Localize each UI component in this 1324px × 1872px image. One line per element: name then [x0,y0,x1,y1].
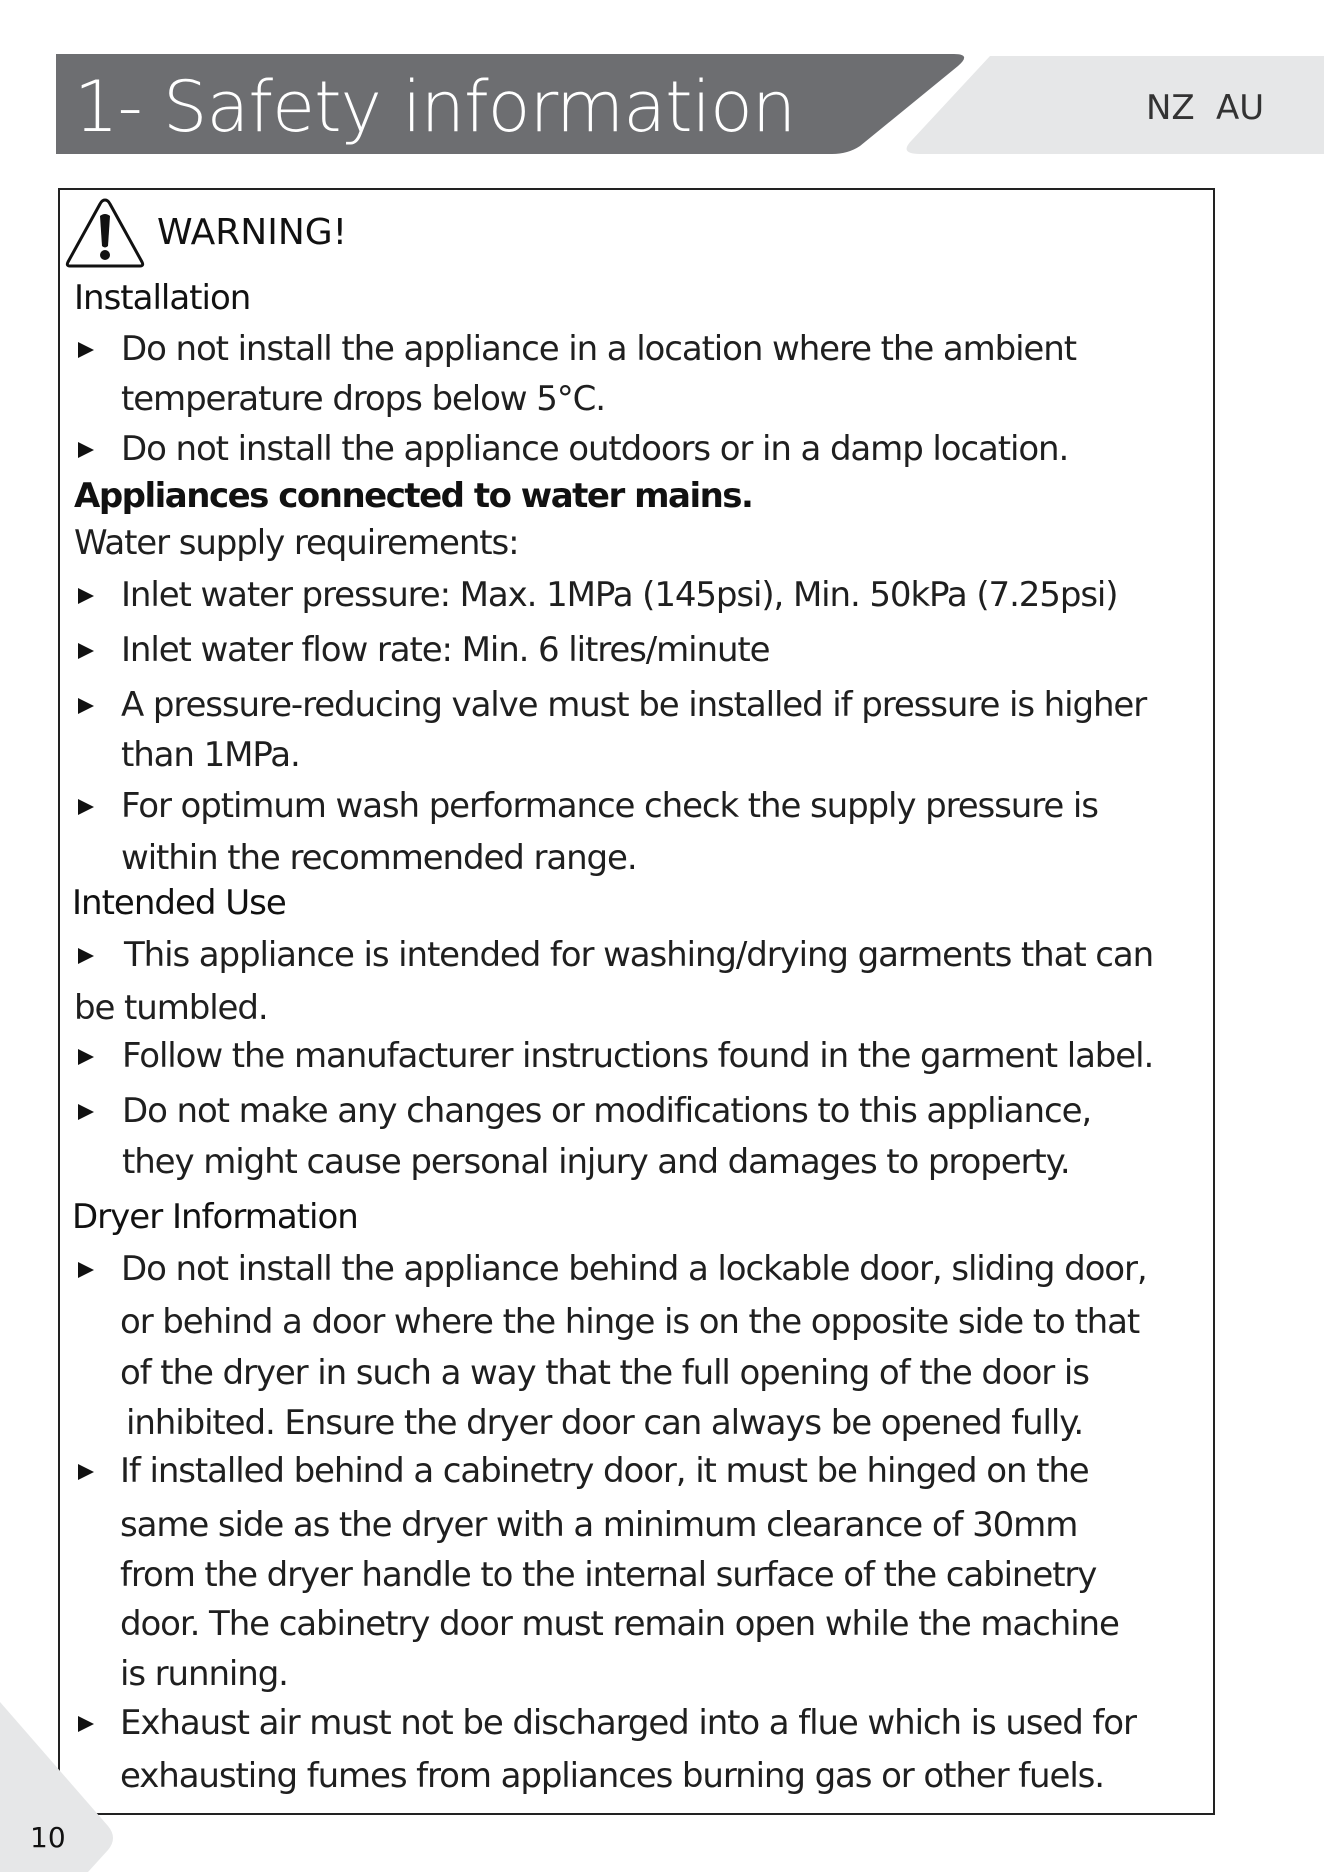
water-bullet-4-line-2: within the recommended range. [121,838,637,878]
bullet-arrow-icon [76,1047,96,1067]
dryer-bullet-3-line-1: Exhaust air must not be discharged into a flue which is used for [120,1703,1136,1743]
dryer-bullet-2-line-2: same side as the dryer with a minimum clearance of 30mm [120,1505,1078,1545]
dryer-bullet-2-line-5: is running. [120,1654,288,1694]
bullet-arrow-icon [76,696,96,716]
water-bullet-3-line-2: than 1MPa. [121,735,300,775]
water-bullet-4-line-1: For optimum wash performance check the supply pressure is [121,786,1098,826]
intended-bullet-1-line-2: be tumbled. [74,988,268,1028]
bullet-arrow-icon [76,586,96,606]
dryer-bullet-1-line-1: Do not install the appliance behind a lockable door, sliding door, [121,1249,1147,1289]
bullet-arrow-icon [76,641,96,661]
installation-bullet-1-line-1: Do not install the appliance in a location where the ambient [121,329,1076,369]
intended-bullet-2-line-1: Follow the manufacturer instructions found in the garment label. [122,1036,1154,1076]
intended-bullet-3-line-1: Do not make any changes or modifications to this appliance, [122,1091,1092,1131]
section-heading-water-mains: Appliances connected to water mains. [74,476,753,516]
dryer-bullet-2-line-1: If installed behind a cabinetry door, it must be hinged on the [120,1451,1089,1491]
intended-bullet-1-line-1: This appliance is intended for washing/drying garments that can [124,935,1154,975]
dryer-bullet-2-line-4: door. The cabinetry door must remain open while the machine [120,1604,1119,1644]
water-supply-subheading: Water supply requirements: [74,523,519,563]
dryer-bullet-1-line-4: inhibited. Ensure the dryer door can always be opened fully. [126,1403,1084,1443]
dryer-bullet-2-line-3: from the dryer handle to the internal surface of the cabinetry [120,1555,1097,1595]
bullet-arrow-icon [76,1260,96,1280]
page-number: 10 [30,1821,66,1854]
bullet-arrow-icon [76,1462,96,1482]
intended-bullet-3-line-2: they might cause personal injury and damages to property. [122,1142,1070,1182]
water-bullet-2-line-1: Inlet water flow rate: Min. 6 litres/minute [121,630,770,670]
bullet-arrow-icon [76,797,96,817]
section-heading-dryer-information: Dryer Information [72,1197,358,1237]
bullet-arrow-icon [76,440,96,460]
page-title: 1- Safety information [74,66,796,148]
dryer-bullet-3-line-2: exhausting fumes from appliances burning gas or other fuels. [120,1756,1104,1796]
section-heading-installation: Installation [74,278,251,318]
warning-label: WARNING! [157,212,348,253]
installation-bullet-2-line-1: Do not install the appliance outdoors or in a damp location. [121,429,1069,469]
region-label-au: AU [1216,88,1265,128]
installation-bullet-1-line-2: temperature drops below 5°C. [121,379,605,419]
bullet-arrow-icon [76,1102,96,1122]
water-bullet-3-line-1: A pressure-reducing valve must be installed if pressure is higher [121,685,1147,725]
bullet-arrow-icon [76,340,96,360]
dryer-bullet-1-line-3: of the dryer in such a way that the full opening of the door is [120,1353,1089,1393]
bullet-arrow-icon [76,946,96,966]
water-bullet-1-line-1: Inlet water pressure: Max. 1MPa (145psi), Min. 50kPa (7.25psi) [121,575,1118,615]
section-heading-intended-use: Intended Use [72,883,286,923]
page-header [0,0,1324,170]
region-label-nz: NZ [1146,88,1195,128]
dryer-bullet-1-line-2: or behind a door where the hinge is on the opposite side to that [120,1302,1140,1342]
warning-triangle-icon [64,196,146,270]
